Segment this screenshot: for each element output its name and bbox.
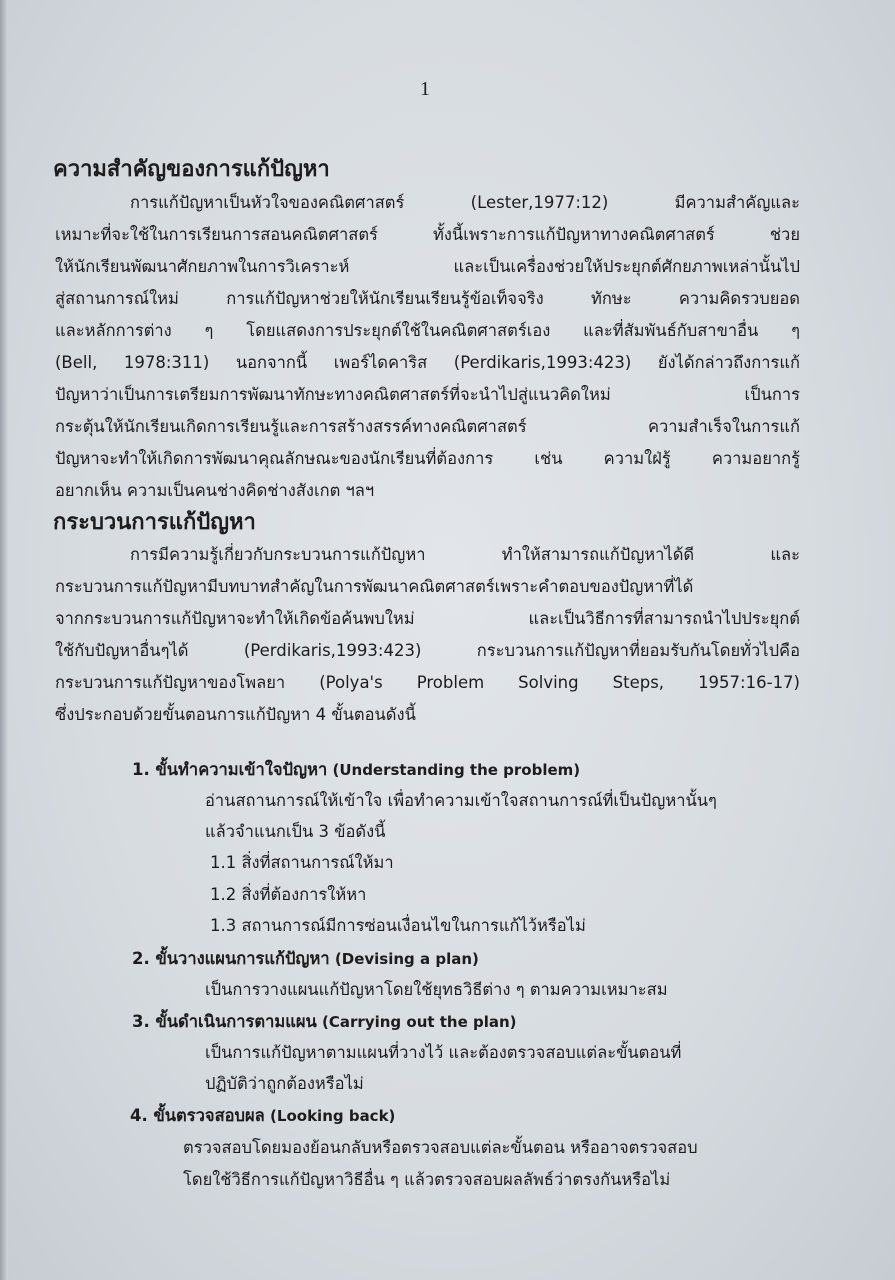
paragraph-line: (Bell, 1978:311) นอกจากนี้ เพอร์ไดคาริส (Perdikaris,1993:423) ยังได้กล่าวถึงการแก้ <box>55 353 800 372</box>
step-line: ตรวจสอบโดยมองย้อนกลับหรือตรวจสอบแต่ละขั้นตอน หรืออาจตรวจสอบ <box>183 1138 698 1157</box>
paragraph-line: สู่สถานการณ์ใหม่ การแก้ปัญหาช่วยให้นักเรียนเรียนรู้ข้อเท็จจริง ทักษะ ความคิดรวบยอด <box>55 289 800 308</box>
sub-item: 1.2 สิ่งที่ต้องการให้หา <box>210 885 367 904</box>
step-title-en: (Devising a plan) <box>334 950 479 968</box>
step-line: โดยใช้วิธีการแก้ปัญหาวิธีอื่น ๆ แล้วตรวจสอบผลลัพธ์ว่าตรงกันหรือไม่ <box>183 1170 671 1189</box>
paragraph-line: ใช้กับปัญหาอื่นๆได้ (Perdikaris,1993:423) กระบวนการแก้ปัญหาที่ยอมรับกันโดยทั่วไปคือ <box>55 641 800 660</box>
step-title-th: 3. ขั้นดำเนินการตามแผน <box>132 1012 317 1031</box>
paragraph-line: อยากเห็น ความเป็นคนช่างคิดช่างสังเกต ฯลฯ <box>55 481 375 500</box>
step-line: เป็นการวางแผนแก้ปัญหาโดยใช้ยุทธวิธีต่าง ๆ ตามความเหมาะสม <box>205 980 668 999</box>
step-1-title <box>132 756 580 784</box>
paragraph-line: เหมาะที่จะใช้ในการเรียนการสอนคณิตศาสตร์ ทั้งนี้เพราะการแก้ปัญหาทางคณิตศาสตร์ ช่วย <box>55 225 800 244</box>
step-line: ปฏิบัติว่าถูกต้องหรือไม่ <box>205 1074 364 1093</box>
paragraph-line: ปัญหาว่าเป็นการเตรียมการพัฒนาทักษะทางคณิตศาสตร์ที่จะนำไปสู่แนวคิดใหม่ เป็นการ <box>55 385 800 404</box>
sub-item: 1.1 สิ่งที่สถานการณ์ให้มา <box>210 853 394 872</box>
step-title-th: 1. ขั้นทำความเข้าใจปัญหา <box>132 760 328 779</box>
paragraph-line: การมีความรู้เกี่ยวกับกระบวนการแก้ปัญหา ทำให้สามารถแก้ปัญหาได้ดี และ <box>130 545 800 564</box>
section-heading-importance: ความสำคัญของการแก้ปัญหา <box>53 157 330 182</box>
step-line: แล้วจำแนกเป็น 3 ข้อดังนี้ <box>205 822 386 841</box>
step-title-th: 2. ขั้นวางแผนการแก้ปัญหา <box>132 949 330 968</box>
step-title-en: (Understanding the problem) <box>332 761 581 779</box>
paragraph-line: ซึ่งประกอบด้วยขั้นตอนการแก้ปัญหา 4 ขั้นตอนดังนี้ <box>55 705 416 724</box>
page-number: 1 <box>420 78 430 100</box>
paragraph-line: และหลักการต่าง ๆ โดยแสดงการประยุกต์ใช้ในคณิตศาสตร์เอง และที่สัมพันธ์กับสาขาอื่น ๆ <box>55 321 800 340</box>
paragraph-line: จากกระบวนการแก้ปัญหาจะทำให้เกิดข้อค้นพบใหม่ และเป็นวิธีการที่สามารถนำไปประยุกต์ <box>55 609 800 628</box>
step-line: อ่านสถานการณ์ให้เข้าใจ เพื่อทำความเข้าใจสถานการณ์ที่เป็นปัญหานั้นๆ <box>205 791 717 810</box>
paragraph-line: การแก้ปัญหาเป็นหัวใจของคณิตศาสตร์ (Lester,1977:12) มีความสำคัญและ <box>130 193 800 212</box>
paragraph-line: ปัญหาจะทำให้เกิดการพัฒนาคุณลักษณะของนักเรียนที่ต้องการ เช่น ความใฝ่รู้ ความอยากรู้ <box>55 449 800 468</box>
step-line: เป็นการแก้ปัญหาตามแผนที่วางไว้ และต้องตรวจสอบแต่ละขั้นตอนที่ <box>205 1043 682 1062</box>
paragraph-line: กระบวนการแก้ปัญหามีบทบาทสำคัญในการพัฒนาคณิตศาสตร์เพราะคำตอบของปัญหาที่ได้ <box>55 577 694 596</box>
sub-item: 1.3 สถานการณ์มีการซ่อนเงื่อนไขในการแก้ไว้หรือไม่ <box>210 916 586 935</box>
section-heading-process: กระบวนการแก้ปัญหา <box>53 510 256 535</box>
step-title-en: (Carrying out the plan) <box>322 1013 517 1031</box>
step-title-en: (Looking back) <box>270 1107 396 1125</box>
paragraph-line: กระบวนการแก้ปัญหาของโพลยา (Polya's Problem Solving Steps, 1957:16-17) <box>55 673 800 692</box>
step-title-th: 4. ขั้นตรวจสอบผล <box>130 1106 265 1125</box>
paragraph-line: กระตุ้นให้นักเรียนเกิดการเรียนรู้และการสร้างสรรค์ทางคณิตศาสตร์ ความสำเร็จในการแก้ <box>55 417 800 436</box>
step-3-title <box>132 1008 517 1036</box>
page-edge-shadow <box>0 0 8 1280</box>
step-2-title <box>132 945 479 973</box>
paragraph-line: ให้นักเรียนพัฒนาศักยภาพในการวิเคราะห์ และเป็นเครื่องช่วยให้ประยุกต์ศักยภาพเหล่านั้นไป <box>55 257 800 276</box>
step-4-title <box>130 1102 395 1130</box>
